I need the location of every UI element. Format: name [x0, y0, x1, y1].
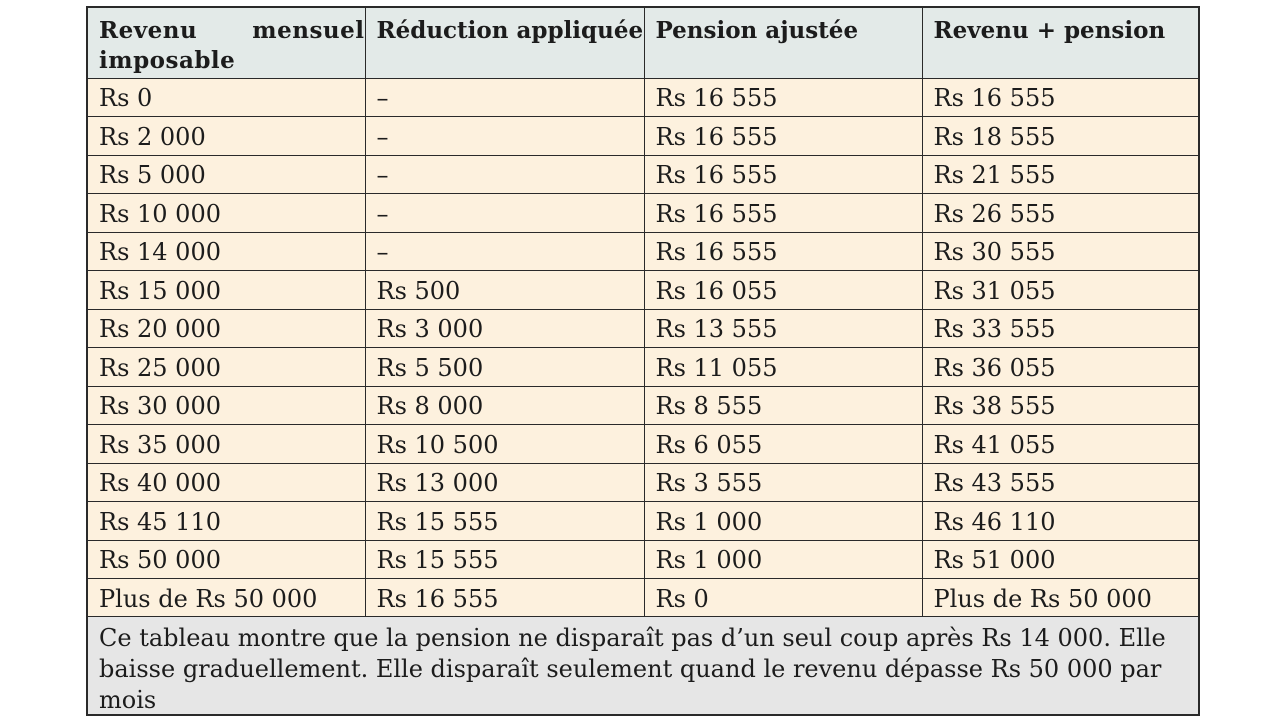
- cell-income: Rs 25 000: [88, 348, 365, 387]
- table-row: [88, 463, 1198, 502]
- cell-total: Rs 18 555: [922, 117, 1198, 156]
- cell-reduction: –: [365, 194, 644, 233]
- cell-total: Rs 43 555: [922, 463, 1198, 502]
- cell-reduction: Rs 15 555: [365, 502, 644, 541]
- pension-table: [86, 6, 1200, 716]
- cell-income: Rs 30 000: [88, 386, 365, 425]
- table-header-row: [88, 8, 1198, 78]
- cell-pension: Rs 8 555: [644, 386, 922, 425]
- cell-reduction: Rs 8 000: [365, 386, 644, 425]
- cell-total: Rs 33 555: [922, 309, 1198, 348]
- table-body: [88, 78, 1198, 617]
- table-row: [88, 194, 1198, 233]
- cell-reduction: –: [365, 78, 644, 117]
- table-row: [88, 309, 1198, 348]
- cell-reduction: –: [365, 232, 644, 271]
- cell-total: Rs 16 555: [922, 78, 1198, 117]
- cell-reduction: Rs 13 000: [365, 463, 644, 502]
- table-row: [88, 78, 1198, 117]
- cell-total: Rs 51 000: [922, 540, 1198, 579]
- table-row: [88, 502, 1198, 541]
- cell-income: Rs 2 000: [88, 117, 365, 156]
- cell-income: Rs 40 000: [88, 463, 365, 502]
- header-adjusted-pension: Pension ajustée: [644, 8, 922, 78]
- cell-income: Rs 20 000: [88, 309, 365, 348]
- header-taxable-income: Revenu mensuel imposable: [88, 8, 365, 78]
- cell-pension: Rs 16 555: [644, 155, 922, 194]
- table-row: [88, 540, 1198, 579]
- cell-reduction: Rs 5 500: [365, 348, 644, 387]
- cell-pension: Rs 13 555: [644, 309, 922, 348]
- table-row: [88, 155, 1198, 194]
- table-row: [88, 348, 1198, 387]
- table-row: [88, 425, 1198, 464]
- cell-pension: Rs 16 555: [644, 232, 922, 271]
- cell-reduction: –: [365, 117, 644, 156]
- cell-reduction: Rs 500: [365, 271, 644, 310]
- cell-total: Rs 26 555: [922, 194, 1198, 233]
- cell-pension: Rs 1 000: [644, 540, 922, 579]
- table-row: [88, 232, 1198, 271]
- cell-reduction: Rs 3 000: [365, 309, 644, 348]
- cell-total: Rs 41 055: [922, 425, 1198, 464]
- cell-pension: Rs 16 555: [644, 78, 922, 117]
- cell-income: Rs 35 000: [88, 425, 365, 464]
- cell-income: Rs 5 000: [88, 155, 365, 194]
- header-reduction: Réduction appliquée: [365, 8, 644, 78]
- cell-total: Rs 38 555: [922, 386, 1198, 425]
- cell-total: Rs 30 555: [922, 232, 1198, 271]
- cell-income: Rs 0: [88, 78, 365, 117]
- table-row: [88, 579, 1198, 618]
- cell-pension: Rs 1 000: [644, 502, 922, 541]
- cell-income: Rs 10 000: [88, 194, 365, 233]
- cell-reduction: Rs 10 500: [365, 425, 644, 464]
- cell-total: Rs 31 055: [922, 271, 1198, 310]
- table-footnote: Ce tableau montre que la pension ne disparaît pas d’un seul coup après Rs 14 000. Elle baisse graduellement. Elle disparaît seulement quand le revenu dépasse Rs 50 000 par mois: [88, 616, 1198, 714]
- cell-pension: Rs 3 555: [644, 463, 922, 502]
- table-row: [88, 271, 1198, 310]
- cell-total: Rs 21 555: [922, 155, 1198, 194]
- cell-total: Rs 46 110: [922, 502, 1198, 541]
- cell-income: Rs 15 000: [88, 271, 365, 310]
- cell-pension: Rs 0: [644, 579, 922, 618]
- cell-income: Rs 45 110: [88, 502, 365, 541]
- cell-reduction: Rs 16 555: [365, 579, 644, 618]
- table-row: [88, 386, 1198, 425]
- cell-pension: Rs 6 055: [644, 425, 922, 464]
- cell-income: Rs 14 000: [88, 232, 365, 271]
- pension-data-table: [88, 8, 1198, 618]
- table-row: [88, 117, 1198, 156]
- cell-income: Rs 50 000: [88, 540, 365, 579]
- cell-reduction: Rs 15 555: [365, 540, 644, 579]
- cell-total: Plus de Rs 50 000: [922, 579, 1198, 618]
- cell-pension: Rs 16 555: [644, 194, 922, 233]
- cell-pension: Rs 11 055: [644, 348, 922, 387]
- header-income-plus-pension: Revenu + pension: [922, 8, 1198, 78]
- cell-income: Plus de Rs 50 000: [88, 579, 365, 618]
- cell-total: Rs 36 055: [922, 348, 1198, 387]
- cell-reduction: –: [365, 155, 644, 194]
- cell-pension: Rs 16 055: [644, 271, 922, 310]
- cell-pension: Rs 16 555: [644, 117, 922, 156]
